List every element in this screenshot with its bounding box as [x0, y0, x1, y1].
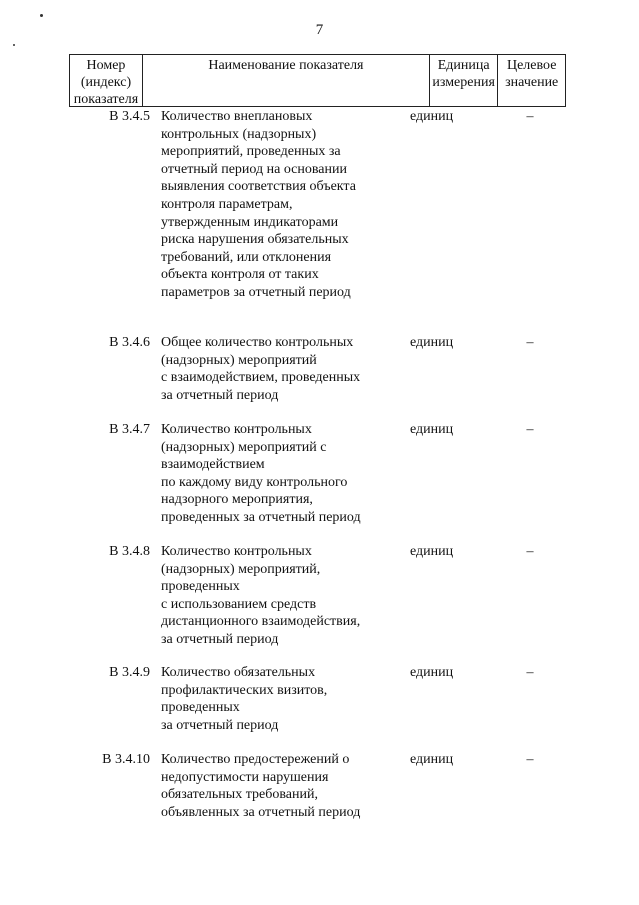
indicator-code: В 3.4.5 — [109, 109, 150, 124]
indicator-target: – — [526, 335, 534, 350]
indicator-name: Количество обязательных профилактических визитов, проведенных за отчетный период — [161, 665, 328, 733]
indicator-code: В 3.4.6 — [109, 335, 150, 350]
indicator-target: – — [526, 422, 534, 437]
indicator-unit: единиц — [410, 335, 454, 350]
indicator-code: В 3.4.7 — [109, 422, 150, 437]
header-target: Целевое значение — [505, 58, 559, 90]
indicator-target: – — [526, 109, 534, 124]
scan-speck — [40, 14, 43, 17]
indicator-name: Количество контрольных (надзорных) мероприятий с взаимодействием по каждому виду контрольного надзорного мероприятия, проведенных за отчетный период — [161, 422, 361, 525]
indicator-code: В 3.4.10 — [102, 752, 150, 767]
indicator-unit: единиц — [410, 665, 454, 680]
header-unit: Единица измерения — [430, 55, 499, 106]
indicator-unit: единиц — [410, 422, 454, 437]
indicator-name: Общее количество контрольных (надзорных) мероприятий с взаимодействием, проведенных за отчетный период — [161, 335, 361, 403]
indicator-unit: единиц — [410, 544, 454, 559]
page-number: 7 — [315, 22, 324, 38]
indicator-target: – — [526, 665, 534, 680]
header-name: Наименование показателя — [143, 55, 430, 106]
table-header — [69, 54, 566, 107]
indicator-target: – — [526, 544, 534, 559]
indicator-unit: единиц — [410, 109, 454, 124]
indicator-target: – — [526, 752, 534, 767]
header-index: Номер (индекс) показателя — [70, 55, 143, 106]
indicator-code: В 3.4.8 — [109, 544, 150, 559]
indicator-name: Количество внеплановых контрольных (надзорных) мероприятий, проведенных за отчетный период на основании выявления соответствия объекта контроля параметрам, утвержденным индикаторами риска нарушения обязательных требований, или отклонения объекта контроля от таких параметров за отчетный период — [161, 109, 356, 300]
scan-speck — [13, 44, 15, 46]
indicator-name: Количество контрольных (надзорных) мероприятий, проведенных с использованием средств дистанционного взаимодействия, за отчетный период — [161, 544, 361, 647]
indicator-code: В 3.4.9 — [109, 665, 150, 680]
indicator-unit: единиц — [410, 752, 454, 767]
indicator-name: Количество предостережений о недопустимости нарушения обязательных требований, объявленных за отчетный период — [161, 752, 361, 820]
